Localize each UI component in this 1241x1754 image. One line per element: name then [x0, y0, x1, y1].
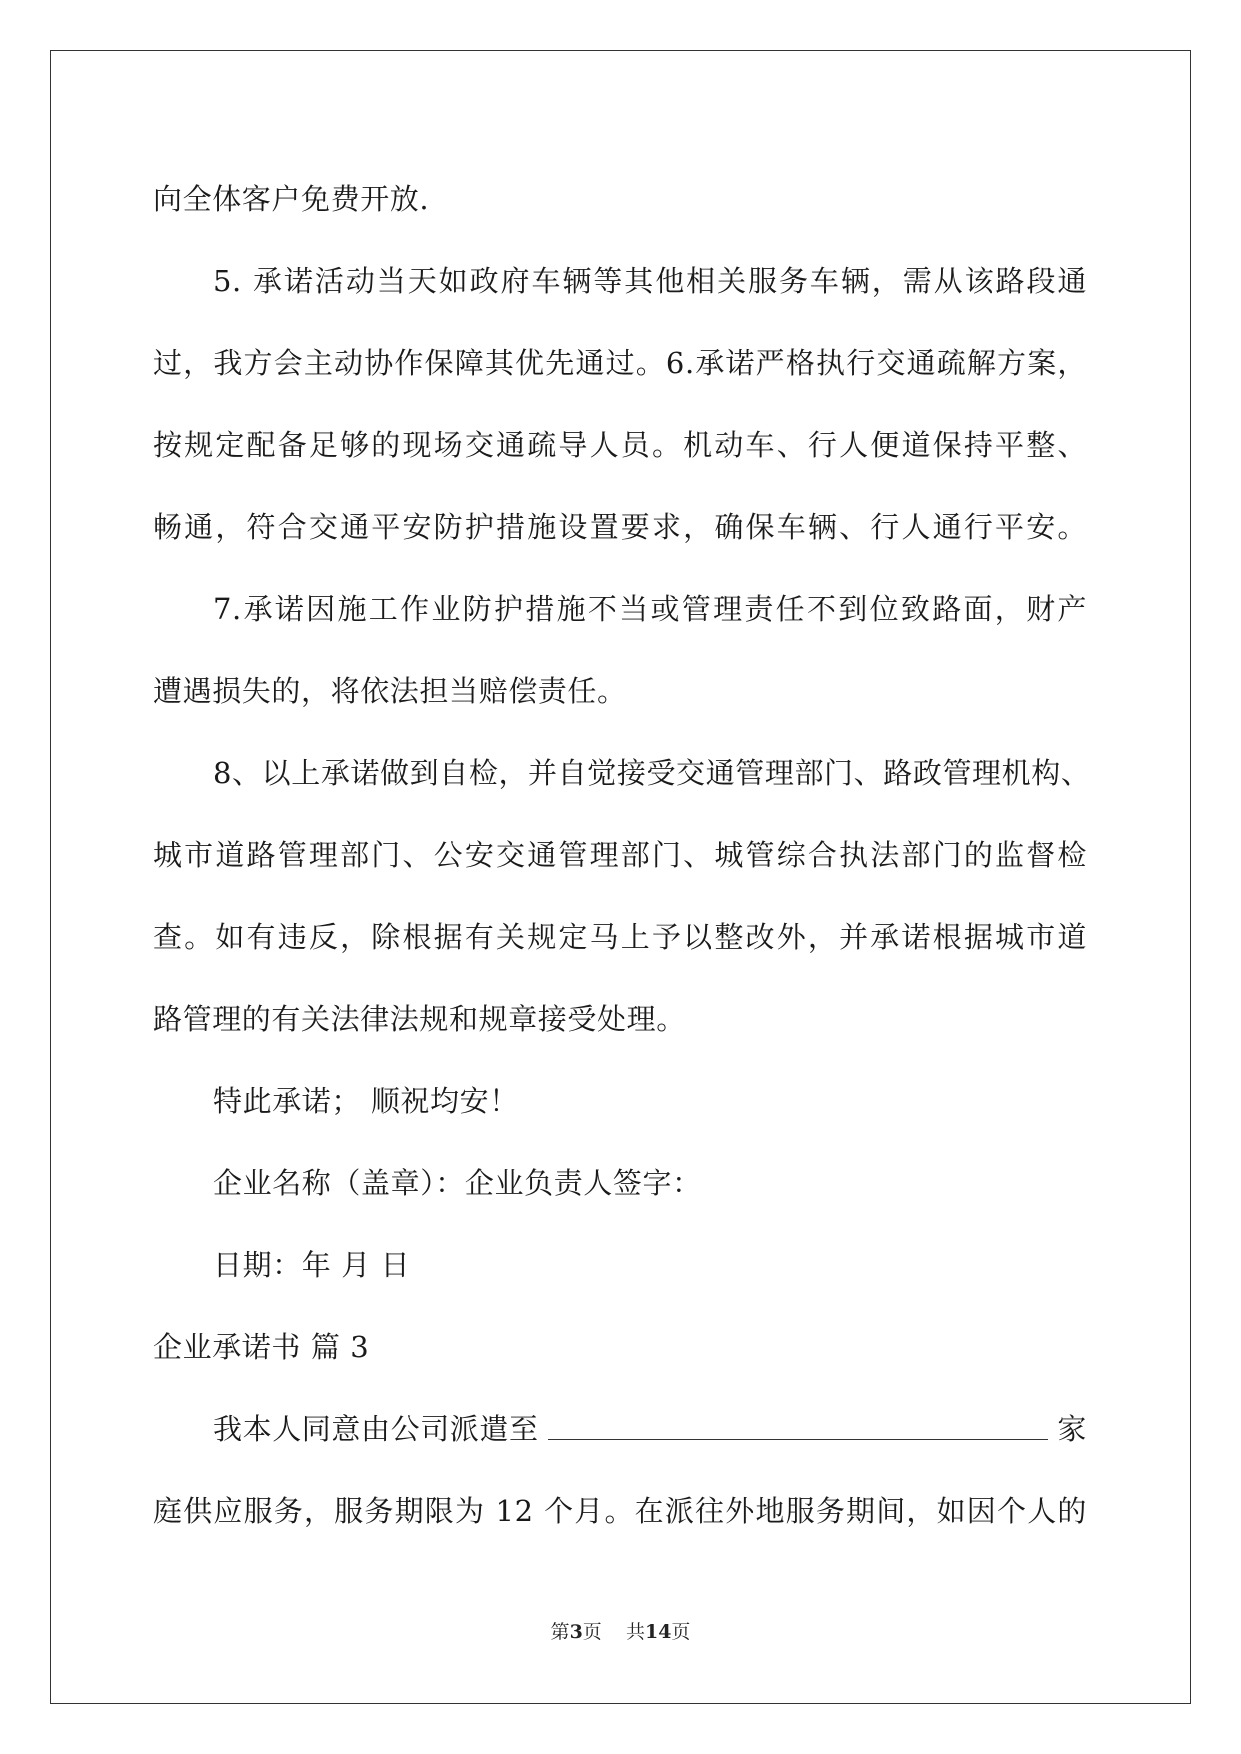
- text-line: 7.承诺因施工作业防护措施不当或管理责任不到位致路面，财产: [213, 592, 1087, 626]
- agreement-suffix: 家: [1057, 1412, 1087, 1446]
- section-heading: 企业承诺书 篇 3: [153, 1330, 370, 1364]
- footer-post: 页: [671, 1621, 691, 1643]
- total-page-number: 14: [644, 1621, 672, 1643]
- text-line: 畅通，符合交通平安防护措施设置要求，确保车辆、行人通行平安。: [153, 510, 1087, 544]
- agreement-prefix: 我本人同意由公司派遣至: [213, 1412, 539, 1446]
- agreement-line: [153, 1388, 1087, 1470]
- text-line: 遭遇损失的，将依法担当赔偿责任。: [153, 674, 627, 708]
- closing-line: 特此承诺； 顺祝均安！: [213, 1084, 519, 1118]
- document-body: [153, 158, 1091, 1552]
- date-line: 日期：年 月 日: [213, 1248, 411, 1282]
- text-line: 查。如有违反，除根据有关规定马上予以整改外，并承诺根据城市道: [153, 920, 1087, 954]
- text-line: 城市道路管理部门、公安交通管理部门、城管综合执法部门的监督检: [153, 838, 1087, 872]
- footer-mid: 页 共: [582, 1621, 645, 1643]
- page-footer: [0, 1617, 1241, 1644]
- text-line: 庭供应服务，服务期限为 12 个月。在派往外地服务期间，如因个人的: [153, 1494, 1087, 1528]
- text-line: 8、以上承诺做到自检，并自觉接受交通管理部门、路政管理机构、: [213, 756, 1091, 790]
- text-line: 按规定配备足够的现场交通疏导人员。机动车、行人便道保持平整、: [153, 428, 1087, 462]
- text-line: 路管理的有关法律法规和规章接受处理。: [153, 1002, 686, 1036]
- fill-in-blank[interactable]: [548, 1419, 1048, 1440]
- current-page-number: 3: [569, 1621, 583, 1643]
- footer-pre: 第: [550, 1621, 570, 1643]
- text-line: 过，我方会主动协作保障其优先通过。6.承诺严格执行交通疏解方案，: [153, 346, 1087, 380]
- signature-line: 企业名称（盖章）：企业负责人签字：: [213, 1166, 702, 1200]
- text-line: 5. 承诺活动当天如政府车辆等其他相关服务车辆，需从该路段通: [213, 264, 1087, 298]
- text-line: 向全体客户免费开放.: [153, 182, 430, 216]
